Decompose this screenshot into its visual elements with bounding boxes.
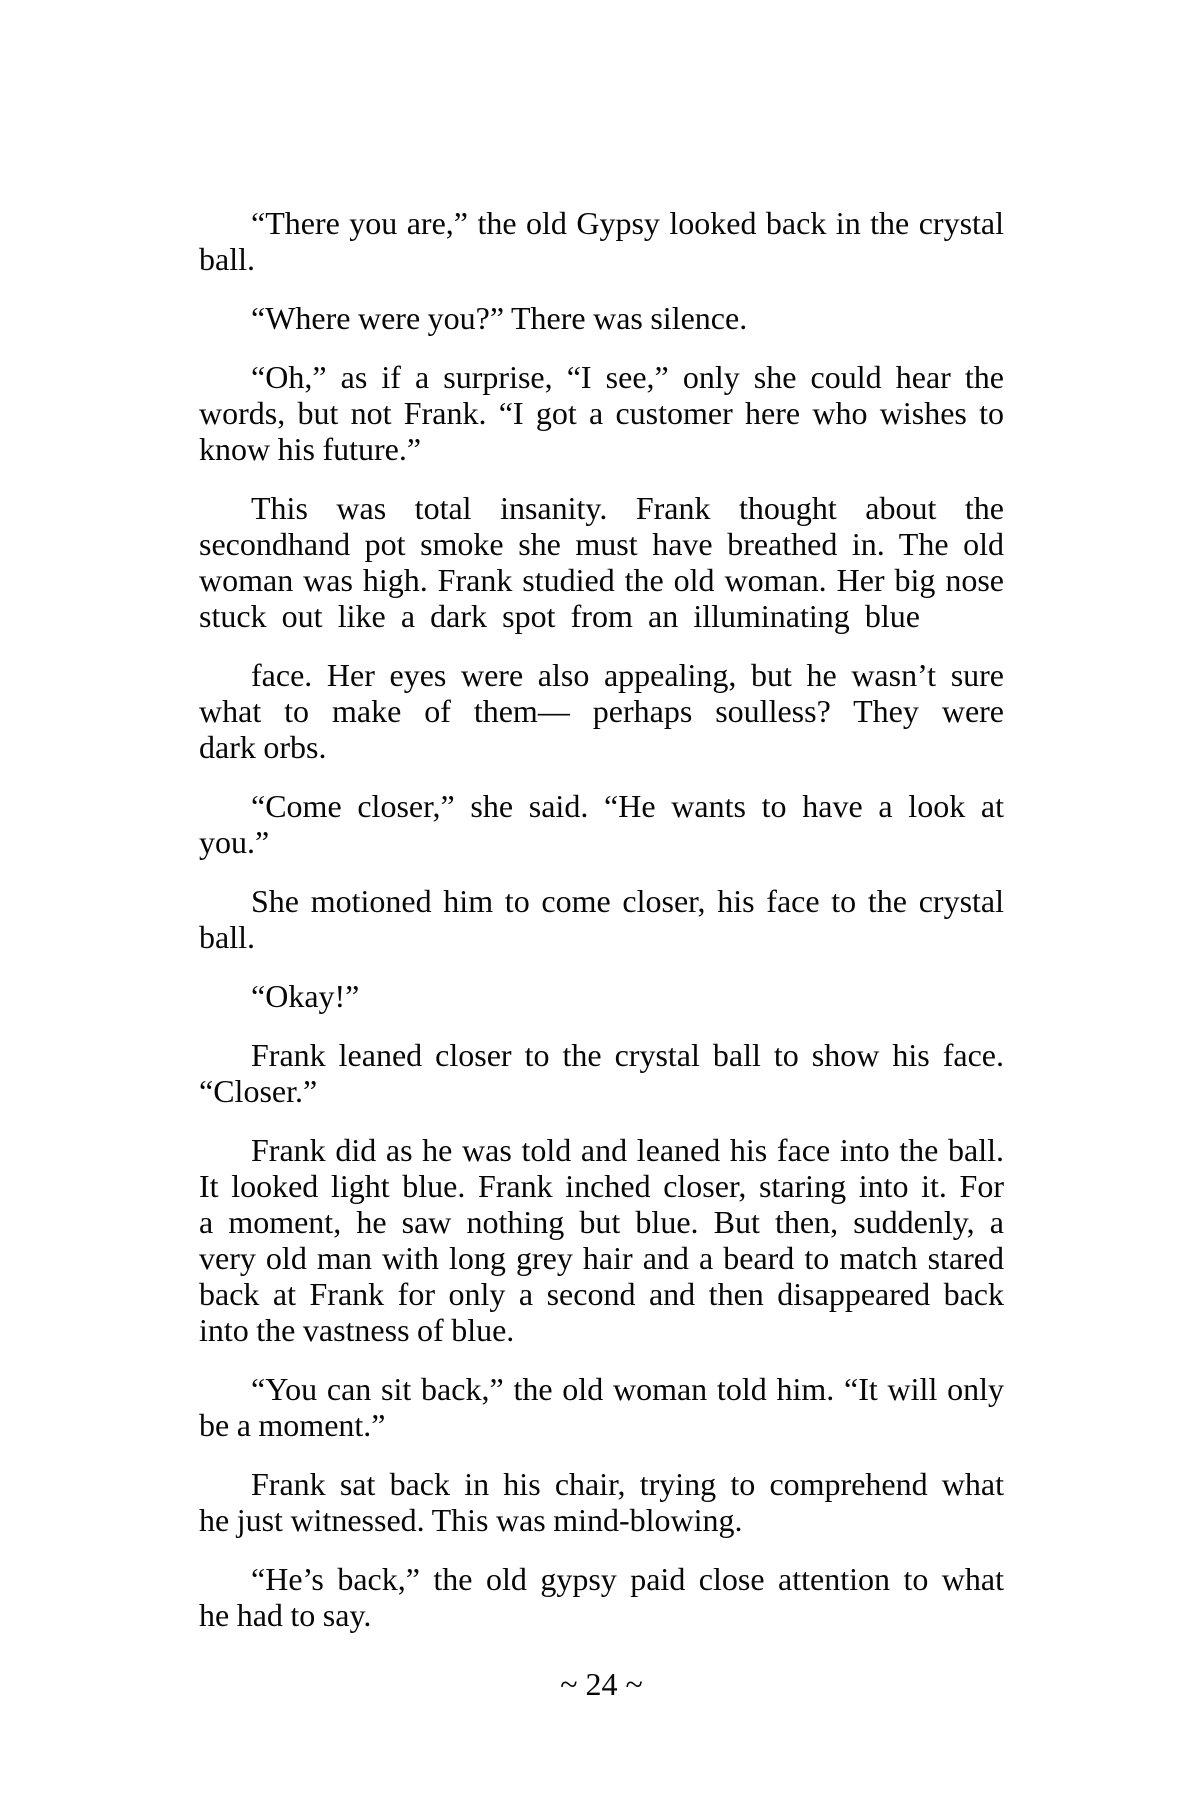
paragraph — [199, 205, 1004, 277]
paragraph — [199, 490, 1004, 634]
text-line: Frank did as he was told and leaned his face into the ball. — [251, 1132, 1004, 1168]
text-line: “Come closer,” she said. “He wants to have a look at — [251, 788, 1004, 824]
text-line: know his future.” — [199, 431, 422, 467]
paragraph — [199, 788, 1004, 860]
text-line: This was total insanity. Frank thought about the — [251, 490, 1004, 526]
paragraph — [199, 1561, 1004, 1633]
text-line: back at Frank for only a second and then disappeared back — [199, 1276, 1004, 1312]
text-line: face. Her eyes were also appealing, but he wasn’t sure — [251, 657, 1004, 693]
text-line: what to make of them— perhaps soulless? They were — [199, 693, 1004, 729]
text-line: stuck out like a dark spot from an illuminating blue — [199, 598, 920, 634]
text-line: a moment, he saw nothing but blue. But then, suddenly, a — [199, 1204, 1004, 1240]
text-line: “Okay!” — [251, 978, 360, 1014]
paragraph — [199, 1466, 1004, 1538]
paragraph — [199, 883, 1004, 955]
paragraph — [199, 978, 1004, 1014]
text-line: words, but not Frank. “I got a customer here who wishes to — [199, 395, 1004, 431]
text-line: “Where were you?” There was silence. — [251, 300, 748, 336]
text-line: secondhand pot smoke she must have breathed in. The old — [199, 526, 1004, 562]
paragraph — [199, 1037, 1004, 1109]
text-line: ball. — [199, 919, 255, 955]
paragraph — [199, 1371, 1004, 1443]
text-line: woman was high. Frank studied the old woman. Her big nose — [199, 562, 1004, 598]
text-line: “He’s back,” the old gypsy paid close attention to what — [251, 1561, 1004, 1597]
page-number-text: ~ 24 ~ — [560, 1666, 643, 1702]
text-line: It looked light blue. Frank inched closer, staring into it. For — [199, 1168, 1004, 1204]
text-line: into the vastness of blue. — [199, 1312, 515, 1348]
text-line: “Oh,” as if a surprise, “I see,” only she could hear the — [251, 359, 1004, 395]
text-line: She motioned him to come closer, his face to the crystal — [251, 883, 1004, 919]
body-text — [199, 205, 1004, 1633]
text-line: Frank sat back in his chair, trying to comprehend what — [251, 1466, 1004, 1502]
paragraph — [199, 359, 1004, 467]
text-line: you.” — [199, 824, 270, 860]
text-line: be a moment.” — [199, 1407, 386, 1443]
text-line: he just witnessed. This was mind-blowing. — [199, 1502, 743, 1538]
text-line: “Closer.” — [199, 1073, 318, 1109]
text-line: dark orbs. — [199, 729, 327, 765]
text-line: “You can sit back,” the old woman told him. “It will only — [251, 1371, 1004, 1407]
text-line: ball. — [199, 241, 255, 277]
text-line: Frank leaned closer to the crystal ball to show his face. — [251, 1037, 1004, 1073]
text-line: very old man with long grey hair and a beard to match stared — [199, 1240, 1004, 1276]
paragraph — [199, 1132, 1004, 1348]
text-line: he had to say. — [199, 1597, 372, 1633]
text-line: “There you are,” the old Gypsy looked back in the crystal — [251, 205, 1004, 241]
paragraph — [199, 657, 1004, 765]
paragraph — [199, 300, 1004, 336]
page-number — [199, 1666, 1004, 1702]
